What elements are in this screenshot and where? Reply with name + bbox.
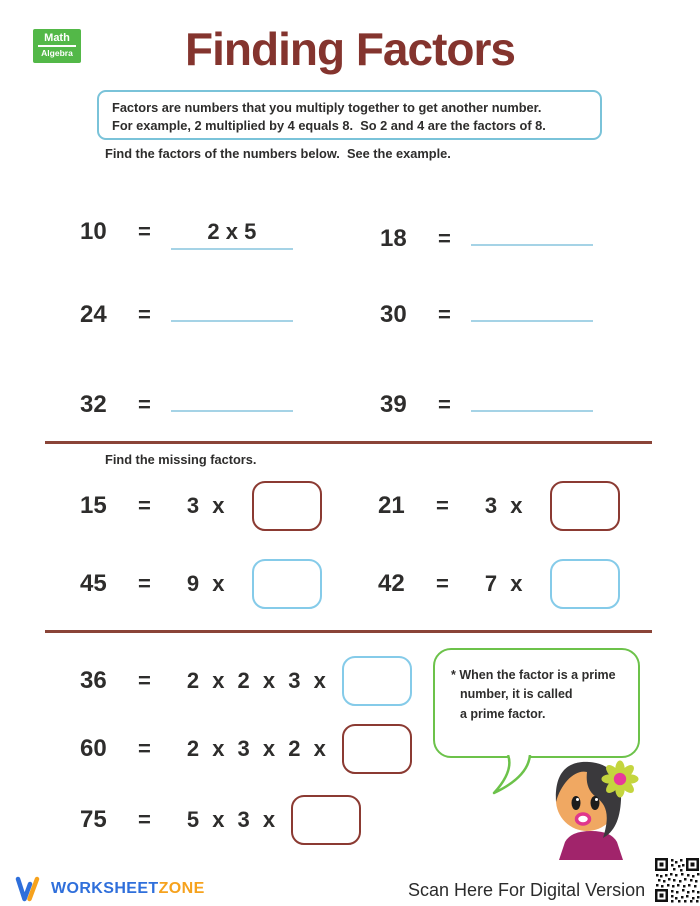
answer-box[interactable]	[252, 481, 322, 531]
problem-row-18	[380, 218, 593, 253]
problem-row-60	[80, 722, 412, 776]
brand-part-2: ZONE	[158, 880, 205, 897]
problem-number: 45	[80, 570, 107, 597]
expression-text: 7 x	[484, 571, 525, 596]
section-divider	[45, 630, 652, 633]
girl-shirt	[559, 831, 623, 860]
problem-number: 60	[80, 735, 107, 762]
problem-row-45	[80, 557, 322, 611]
answer-text: 2 x 5	[207, 219, 257, 244]
problem-row-21	[378, 479, 620, 533]
problem-number: 36	[80, 667, 107, 694]
bubble-line-3: a prime factor.	[460, 706, 546, 721]
equals-sign: =	[436, 493, 449, 518]
problem-number: 21	[378, 492, 405, 519]
section-divider	[45, 441, 652, 444]
equals-sign: =	[438, 226, 451, 251]
expression-text: 9 x	[186, 571, 227, 596]
equals-sign: =	[138, 807, 151, 832]
expression-text: 2 x 3 x 2 x	[186, 736, 328, 761]
badge-topic: Algebra	[41, 47, 73, 58]
problem-number: 39	[380, 391, 407, 418]
problem-row-39	[380, 384, 593, 419]
qr-code	[654, 857, 700, 903]
definition-line-1: Factors are numbers that you multiply together to get another number.	[112, 100, 542, 115]
problem-row-36	[80, 654, 412, 708]
problem-row-32	[80, 384, 293, 419]
problem-number: 32	[80, 391, 107, 418]
bubble-line-2: number, it is called	[460, 687, 573, 702]
speech-bubble	[433, 648, 640, 758]
problem-number: 42	[378, 570, 405, 597]
equals-sign: =	[138, 219, 151, 244]
problem-row-30	[380, 294, 593, 329]
equals-sign: =	[138, 493, 151, 518]
girl-eye-right	[591, 796, 600, 810]
bubble-line-1: * When the factor is a prime	[451, 668, 616, 682]
badge-subject: Math	[44, 32, 70, 44]
expression-text: 2 x 2 x 3 x	[186, 668, 328, 693]
answer-box[interactable]	[550, 559, 620, 609]
problem-row-24	[80, 294, 293, 329]
answer-box[interactable]	[252, 559, 322, 609]
flower-icon	[601, 760, 638, 797]
brand-logo	[14, 876, 205, 902]
equals-sign: =	[438, 392, 451, 417]
answer-box[interactable]	[342, 656, 412, 706]
answer-line[interactable]	[471, 294, 593, 322]
page-title: Finding Factors	[185, 23, 515, 75]
section2-instruction: Find the missing factors.	[105, 452, 257, 467]
equals-sign: =	[436, 571, 449, 596]
definition-line-2: For example, 2 multiplied by 4 equals 8. So 2 and 4 are the factors of 8.	[112, 117, 546, 133]
answer-line[interactable]	[471, 384, 593, 412]
answer-box[interactable]	[550, 481, 620, 531]
problem-row-42	[378, 557, 620, 611]
answer-line[interactable]	[171, 219, 293, 250]
section1-instruction: Find the factors of the numbers below. See the example.	[105, 146, 451, 161]
problem-row-75	[80, 793, 361, 847]
answer-line[interactable]	[171, 294, 293, 322]
problem-row-15	[80, 479, 322, 533]
answer-line[interactable]	[171, 384, 293, 412]
equals-sign: =	[138, 571, 151, 596]
answer-box[interactable]	[342, 724, 412, 774]
answer-line[interactable]	[471, 218, 593, 246]
expression-text: 5 x 3 x	[186, 807, 278, 832]
problem-row-10	[80, 218, 293, 250]
scan-instruction: Scan Here For Digital Version	[408, 880, 646, 900]
expression-text: 3 x	[186, 493, 227, 518]
problem-number: 24	[80, 301, 107, 328]
problem-number: 18	[380, 225, 407, 252]
equals-sign: =	[138, 736, 151, 761]
definition-box	[97, 90, 602, 140]
problem-number: 15	[80, 492, 107, 519]
equals-sign: =	[438, 302, 451, 327]
brand-name	[51, 880, 205, 898]
girl-mouth	[577, 814, 590, 824]
answer-box[interactable]	[291, 795, 361, 845]
problem-number: 30	[380, 301, 407, 328]
equals-sign: =	[138, 668, 151, 693]
worksheetzone-logo-icon	[14, 876, 44, 902]
girl-eye-left	[572, 796, 581, 810]
expression-text: 3 x	[484, 493, 525, 518]
equals-sign: =	[138, 392, 151, 417]
brand-part-1: WORKSHEET	[51, 880, 159, 897]
problem-number: 75	[80, 806, 107, 833]
girl-character	[534, 750, 648, 860]
problem-number: 10	[80, 218, 107, 245]
equals-sign: =	[138, 302, 151, 327]
